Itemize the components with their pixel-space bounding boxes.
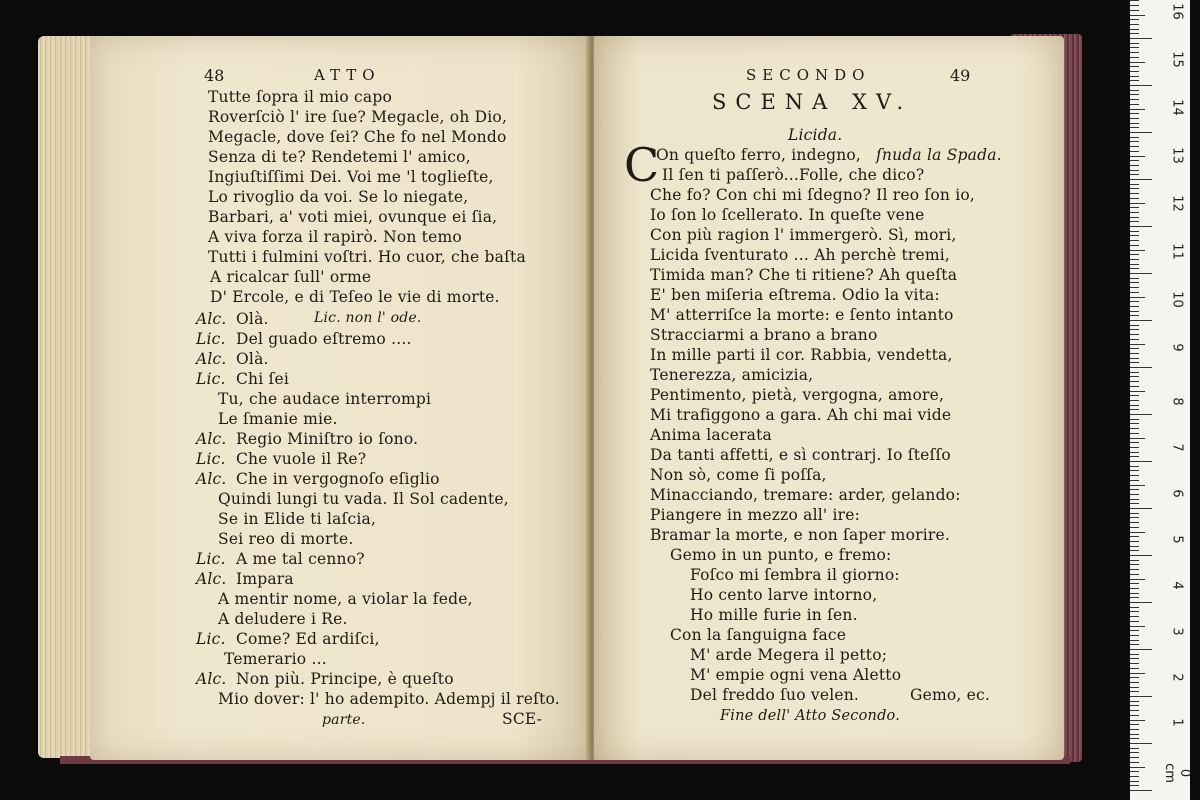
right-running-head: SECONDO (746, 66, 871, 84)
ruler-tick (1130, 123, 1139, 124)
ruler-tick (1130, 663, 1139, 664)
ruler-label: 0 cm (1162, 763, 1192, 783)
ruler-tick (1130, 235, 1139, 236)
ruler-tick (1130, 334, 1139, 335)
ruler-tick (1130, 729, 1139, 730)
ruler-tick (1130, 456, 1139, 457)
ruler-tick (1130, 752, 1139, 753)
ruler-tick (1130, 221, 1139, 222)
ruler-tick (1130, 480, 1139, 481)
ruler-tick (1130, 165, 1139, 166)
ruler-tick (1130, 682, 1139, 683)
ruler-tick (1130, 47, 1139, 48)
text-line: Tutte ſopra il mio capo (208, 88, 392, 106)
text-line: Barbari, a' voti miei, ovunque ei ſia, (208, 208, 498, 226)
ruler-tick (1130, 438, 1145, 439)
dialogue-text: Come? Ed ardiſci, (236, 630, 380, 648)
text-line: A mentir nome, a violar la fede, (218, 590, 473, 608)
ruler-tick (1130, 658, 1139, 659)
ruler-tick (1130, 715, 1139, 716)
ruler-tick (1130, 80, 1139, 81)
text-line: A viva forza il rapirò. Non temo (208, 228, 462, 246)
ruler-tick (1130, 564, 1139, 565)
ruler-tick (1130, 494, 1139, 495)
ruler-tick (1130, 71, 1139, 72)
ruler-tick (1130, 536, 1139, 537)
character-name: Licida. (788, 126, 843, 144)
ruler-tick (1130, 503, 1139, 504)
ruler-tick (1130, 691, 1139, 692)
ruler-tick (1130, 10, 1139, 11)
dialogue-text: Del guado eſtremo .... (236, 330, 412, 348)
text-line: Sei reo di morte. (218, 530, 354, 548)
ruler-tick (1130, 0, 1139, 1)
ruler-tick (1130, 329, 1139, 330)
text-line: Se in Elide ti laſcia, (218, 510, 377, 528)
drop-cap: C (624, 138, 660, 192)
ruler-tick (1130, 203, 1145, 204)
ruler-tick (1130, 668, 1139, 669)
ruler-tick (1130, 790, 1152, 791)
ruler-tick (1130, 156, 1145, 157)
text-line: Quindi lungi tu vada. Il Sol cadente, (218, 490, 509, 508)
text-line: Licida ſventurato ... Ah perchè tremi, (650, 246, 951, 264)
ruler-label: 2 (1169, 673, 1185, 682)
ruler-tick (1130, 395, 1139, 396)
ruler-tick (1130, 43, 1139, 44)
speaker-label: Alc. (196, 310, 227, 328)
ruler-tick (1130, 217, 1139, 218)
ruler-tick (1130, 588, 1139, 589)
ruler-tick (1130, 400, 1139, 401)
text-line: Anima lacerata (650, 426, 772, 444)
ruler-tick (1130, 212, 1139, 213)
ruler-tick (1130, 376, 1139, 377)
ruler-label: 7 (1169, 443, 1185, 452)
catchword: SCE- (502, 710, 543, 728)
dialogue-text: Chi ſei (236, 370, 289, 388)
text-line: E' ben miſeria eſtrema. Odio la vita: (650, 286, 940, 304)
speaker-label: Lic. (196, 550, 226, 568)
ruler-tick (1130, 409, 1139, 410)
ruler-tick (1130, 466, 1139, 467)
stage-direction: parte. (322, 712, 366, 728)
ruler-tick (1130, 24, 1139, 25)
ruler-tick (1130, 423, 1139, 424)
dialogue-text: Non più. Principe, è queſto (236, 670, 454, 688)
ruler-tick (1130, 597, 1139, 598)
ruler-tick (1130, 282, 1139, 283)
ruler-label: 1 (1169, 718, 1185, 727)
ruler-tick (1130, 381, 1139, 382)
ruler-tick (1130, 785, 1139, 786)
ruler-tick (1130, 579, 1145, 580)
text-line: Che fo? Con chi mi ſdegno? Il reo ſon io, (650, 186, 976, 204)
ruler-tick (1130, 66, 1139, 67)
ruler-tick (1130, 254, 1139, 255)
left-page-number: 48 (204, 66, 225, 85)
text-line: Timida man? Che ti ritiene? Ah queſta (650, 266, 958, 284)
dialogue-text: Olà. (236, 310, 269, 328)
aria-line: M' arde Megera il petto; (690, 646, 888, 664)
dialogue-text: A me tal cenno? (236, 550, 365, 568)
text-line: Il ſen ti paſſerò...Folle, che dico? (662, 166, 925, 184)
ruler-tick (1130, 621, 1139, 622)
ruler-tick (1130, 602, 1152, 603)
ruler-tick (1130, 353, 1139, 354)
aria-repeat: Gemo, ec. (910, 686, 991, 704)
speaker-label: Alc. (196, 350, 227, 368)
ruler-tick (1130, 607, 1139, 608)
ruler-tick (1130, 532, 1145, 533)
ruler-tick (1130, 470, 1139, 471)
text-line: Lo rivoglio da voi. Se lo niegate, (208, 188, 469, 206)
text-line: Da tanti affetti, e sì contrarj. Io ſteſſo (650, 446, 951, 464)
text-line: Temerario ... (224, 650, 327, 668)
ruler-label: 8 (1169, 397, 1185, 406)
ruler-tick (1130, 127, 1139, 128)
aria-line: Ho mille furie in ſen. (690, 606, 858, 624)
speaker-label: Alc. (196, 470, 227, 488)
text-line: Roverſciò l' ire ſue? Megacle, oh Dio, (208, 108, 508, 126)
ruler-tick (1130, 705, 1139, 706)
ruler-tick (1130, 99, 1139, 100)
left-page (90, 36, 590, 760)
ruler-tick (1130, 287, 1139, 288)
ruler-tick (1130, 574, 1139, 575)
scene-title: SCENA XV. (712, 90, 913, 114)
ruler-tick (1130, 320, 1152, 321)
ruler-tick (1130, 76, 1139, 77)
ruler-tick (1130, 344, 1145, 345)
ruler-tick (1130, 268, 1139, 269)
ruler-tick (1130, 188, 1139, 189)
text-line: Tutti i fulmini voſtri. Ho cuor, che baſta (208, 248, 526, 266)
ruler-tick (1130, 720, 1145, 721)
ruler-tick (1130, 710, 1139, 711)
ruler-tick (1130, 724, 1139, 725)
ruler-tick (1130, 141, 1139, 142)
speaker-label: Alc. (196, 430, 227, 448)
ruler-tick (1130, 475, 1139, 476)
dialogue-text: Impara (236, 570, 294, 588)
left-running-head: ATTO (314, 66, 381, 84)
text-line: Bramar la morte, e non ſaper morire. (650, 526, 950, 544)
ruler-tick (1130, 118, 1139, 119)
ruler-tick (1130, 611, 1139, 612)
ruler-label: 16 (1169, 3, 1185, 20)
ruler-tick (1130, 644, 1139, 645)
ruler-tick (1130, 362, 1139, 363)
ruler-tick (1130, 630, 1139, 631)
ruler-tick (1130, 52, 1139, 53)
ruler-tick (1130, 738, 1139, 739)
ruler-tick (1130, 508, 1152, 509)
ruler-tick (1130, 517, 1139, 518)
text-line: Tenerezza, amicizia, (650, 366, 814, 384)
ruler-tick (1130, 292, 1139, 293)
text-line: D' Ercole, e di Teſeo le vie di morte. (210, 288, 500, 306)
ruler-tick (1130, 442, 1139, 443)
ruler-tick (1130, 198, 1139, 199)
ruler-tick (1130, 701, 1139, 702)
ruler-tick (1130, 184, 1139, 185)
text-line: Minacciando, tremare: arder, gelando: (650, 486, 961, 504)
ruler-label: 11 (1169, 243, 1185, 260)
text-line: Megacle, dove ſei? Che fo nel Mondo (208, 128, 507, 146)
ruler-tick (1130, 367, 1152, 368)
stage-direction: ſnuda la Spada. (876, 146, 1002, 164)
ruler-label: 9 (1169, 343, 1185, 352)
speaker-label: Lic. (196, 630, 226, 648)
text-line: Mio dover: l' ho adempito. Adempj il reſto. (218, 690, 560, 708)
ruler-tick (1130, 696, 1152, 697)
ruler-tick (1130, 19, 1139, 20)
aria-line: Con la ſanguigna face (670, 626, 847, 644)
ruler-tick (1130, 452, 1139, 453)
ruler-label: 14 (1169, 99, 1185, 116)
ruler-tick (1130, 677, 1139, 678)
speaker-label: Lic. (196, 370, 226, 388)
ruler-tick (1130, 428, 1139, 429)
ruler-label: 10 (1169, 291, 1185, 308)
ruler-tick (1130, 626, 1145, 627)
ruler-label: 13 (1169, 147, 1185, 164)
ruler-label: 12 (1169, 195, 1185, 212)
text-line: Con più ragion l' immergerò. Sì, mori, (650, 226, 957, 244)
ruler-tick (1130, 635, 1139, 636)
ruler-tick (1130, 160, 1139, 161)
ruler-tick (1130, 109, 1145, 110)
aria-line: M' empie ogni vena Aletto (690, 666, 902, 684)
ruler-tick (1130, 673, 1145, 674)
ruler-tick (1130, 179, 1152, 180)
ruler-tick (1130, 94, 1139, 95)
speaker-label: Lic. (196, 450, 226, 468)
ruler-tick (1130, 734, 1139, 735)
ruler-tick (1130, 132, 1152, 133)
text-line: In mille parti il cor. Rabbia, vendetta, (650, 346, 953, 364)
ruler-tick (1130, 781, 1139, 782)
ruler-tick (1130, 527, 1139, 528)
ruler-tick (1130, 273, 1152, 274)
ruler-label: 3 (1169, 627, 1185, 636)
text-line: A ricalcar ſull' orme (210, 268, 372, 286)
ruler-tick (1130, 569, 1139, 570)
ruler-tick (1130, 555, 1152, 556)
dialogue-text: Che vuole il Re? (236, 450, 367, 468)
aria-line: Del freddo ſuo velen. (690, 686, 860, 704)
ruler-tick (1130, 743, 1152, 744)
ruler-label: 5 (1169, 535, 1185, 544)
text-line: Mi trafiggono a gara. Ah chi mai vide (650, 406, 952, 424)
ruler-tick (1130, 240, 1139, 241)
ruler-tick (1130, 231, 1139, 232)
ruler-tick (1130, 207, 1139, 208)
ruler-tick (1130, 767, 1145, 768)
ruler-tick (1130, 541, 1139, 542)
ruler-tick (1130, 250, 1145, 251)
speaker-label: Alc. (196, 670, 227, 688)
ruler-tick (1130, 38, 1152, 39)
ruler-tick (1130, 311, 1139, 312)
act-end-note: Fine dell' Atto Secondo. (720, 708, 901, 724)
ruler-tick (1130, 513, 1139, 514)
ruler-tick (1130, 15, 1145, 16)
ruler-tick (1130, 414, 1152, 415)
ruler-tick (1130, 560, 1139, 561)
text-line: Io ſon lo ſcellerato. In queſte vene (650, 206, 925, 224)
ruler-tick (1130, 771, 1139, 772)
ruler-tick (1130, 372, 1139, 373)
ruler-tick (1130, 748, 1139, 749)
ruler-tick (1130, 151, 1139, 152)
text-line: Ingiuſtiſſimi Dei. Voi me 'l toglieſte, (208, 168, 494, 186)
aria-line: Gemo in un punto, e fremo: (670, 546, 892, 564)
right-page (594, 36, 1064, 760)
ruler-tick (1130, 146, 1139, 147)
ruler-tick (1130, 386, 1139, 387)
ruler-tick (1130, 90, 1139, 91)
ruler-tick (1130, 5, 1139, 6)
ruler-tick (1130, 193, 1139, 194)
ruler-tick (1130, 259, 1139, 260)
ruler-tick (1130, 339, 1139, 340)
ruler-tick (1130, 649, 1152, 650)
ruler-tick (1130, 301, 1139, 302)
ruler-tick (1130, 461, 1152, 462)
ruler-tick (1130, 325, 1139, 326)
ruler-tick (1130, 85, 1152, 86)
ruler-tick (1130, 616, 1139, 617)
ruler-tick (1130, 499, 1139, 500)
text-line: Stracciarmi a brano a brano (650, 326, 878, 344)
ruler-tick (1130, 306, 1139, 307)
speaker-label: Lic. (196, 330, 226, 348)
ruler-tick (1130, 315, 1139, 316)
text-line: Le ſmanie mie. (218, 410, 338, 428)
ruler-tick (1130, 358, 1139, 359)
ruler-tick (1130, 348, 1139, 349)
dialogue-text: Regio Miniſtro io ſono. (236, 430, 419, 448)
ruler-tick (1130, 405, 1139, 406)
dialogue-text: Olà. (236, 350, 269, 368)
ruler-tick (1130, 33, 1139, 34)
ruler-tick (1130, 419, 1139, 420)
text-line: Tu, che audace interrompi (218, 390, 432, 408)
speaker-label: Alc. (196, 570, 227, 588)
dialogue-text: Che in vergognoſo eſiglio (236, 470, 440, 488)
ruler-tick (1130, 62, 1145, 63)
ruler-tick (1130, 433, 1139, 434)
ruler-tick (1130, 485, 1145, 486)
stage-direction: Lic. non l' ode. (314, 310, 422, 326)
ruler-tick (1130, 226, 1152, 227)
ruler-tick (1130, 687, 1139, 688)
text-line: Piangere in mezzo all' ire: (650, 506, 861, 524)
ruler-tick (1130, 640, 1139, 641)
ruler-tick (1130, 278, 1139, 279)
ruler-tick (1130, 776, 1139, 777)
text-line: On queſto ferro, indegno, (656, 146, 862, 164)
ruler-tick (1130, 550, 1139, 551)
text-line: Pentimento, pietà, vergogna, amore, (650, 386, 945, 404)
text-line: A deludere i Re. (218, 610, 348, 628)
ruler-tick (1130, 654, 1139, 655)
text-line: Senza di te? Rendetemi l' amico, (208, 148, 471, 166)
ruler-tick (1130, 757, 1139, 758)
ruler-tick (1130, 391, 1145, 392)
ruler-tick (1130, 29, 1139, 30)
ruler-tick (1130, 245, 1139, 246)
ruler-tick (1130, 593, 1139, 594)
text-line: M' atterriſce la morte: e ſento intanto (650, 306, 954, 324)
ruler-tick (1130, 57, 1139, 58)
ruler-tick (1130, 174, 1139, 175)
measurement-ruler (1130, 0, 1190, 800)
aria-line: Ho cento larve intorno, (690, 586, 878, 604)
ruler-tick (1130, 522, 1139, 523)
ruler-label: 4 (1169, 581, 1185, 590)
ruler-tick (1130, 170, 1139, 171)
aria-line: Foſco mi ſembra il giorno: (690, 566, 900, 584)
ruler-tick (1130, 447, 1139, 448)
ruler-tick (1130, 104, 1139, 105)
ruler-tick (1130, 137, 1139, 138)
ruler-label: 6 (1169, 489, 1185, 498)
ruler-tick (1130, 297, 1145, 298)
ruler-tick (1130, 113, 1139, 114)
ruler-tick (1130, 546, 1139, 547)
ruler-label: 15 (1169, 51, 1185, 68)
ruler-tick (1130, 583, 1139, 584)
right-page-number: 49 (950, 66, 971, 85)
ruler-tick (1130, 762, 1139, 763)
text-line: Non sò, come ſi poſſa, (650, 466, 827, 484)
ruler-tick (1130, 489, 1139, 490)
ruler-tick (1130, 264, 1139, 265)
